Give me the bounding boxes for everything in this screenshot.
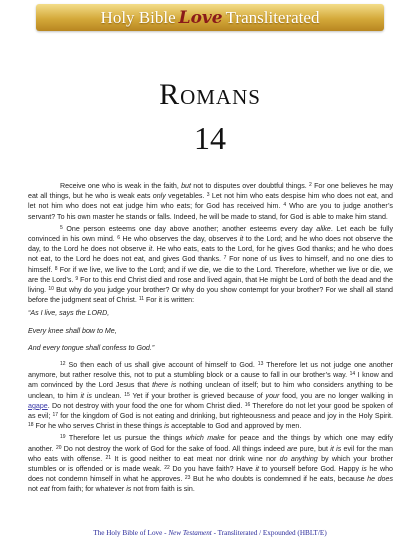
verse-text: . Let each be fully convinced in his own mind. bbox=[28, 224, 394, 244]
italic-text: it bbox=[239, 235, 244, 244]
verse-paragraph bbox=[28, 360, 393, 431]
chapter-number: 14 bbox=[194, 120, 226, 156]
italic-text: do anything bbox=[279, 454, 318, 463]
italic-text: it bbox=[255, 465, 260, 474]
verse-text: For he who serves Christ in these things bbox=[33, 422, 165, 431]
verse-number: 19 bbox=[60, 434, 66, 441]
verse-text: for peace and the things by which one may edify another. bbox=[28, 434, 393, 453]
verse-text: One person esteems one day above another; another esteems every day bbox=[62, 224, 317, 233]
italic-text: are bbox=[287, 444, 298, 453]
quote-line: Every knee shall bow to Me, bbox=[28, 326, 117, 335]
book-title: Romans bbox=[159, 78, 261, 111]
verse-text: Let not him who eats despise him who does not eat, and let not him who does not eat judge him who eats; for God has received him. bbox=[28, 192, 394, 211]
verse-number: 13 bbox=[257, 361, 264, 368]
verse-number: 4 bbox=[283, 202, 287, 209]
verse-text: Do not destroy the work of God for the sake of food. All things indeed bbox=[61, 444, 288, 453]
italic-text: it bbox=[148, 245, 153, 254]
verse-number: 14 bbox=[349, 371, 356, 378]
verse-text: Do you have faith? Have bbox=[169, 465, 256, 474]
italic-text: but bbox=[181, 182, 191, 190]
verse-paragraph bbox=[28, 224, 393, 306]
verse-text: evil for the man who eats with offense. bbox=[28, 444, 394, 463]
verse-text: . He who eats, eats to the Lord, for he gives God thanks; and he who does not eat, to the Lord he does not eat, and gives God thanks. bbox=[28, 245, 394, 264]
verse-number: 17 bbox=[52, 412, 59, 419]
verse-text: acceptable to God and approved by men. bbox=[169, 422, 302, 431]
verse-paragraph bbox=[28, 433, 393, 494]
verse-number: 23 bbox=[184, 475, 191, 482]
verse-text: For if we live, we live to the Lord; and if we die, we die to the Lord. Therefore, whether we live or die, we are the Lord’s. bbox=[28, 265, 393, 284]
italic-text: which make bbox=[185, 434, 225, 443]
verse-text: Yet if your brother is grieved because of bbox=[129, 391, 266, 400]
footer-pre: The Holy Bible of Love - bbox=[93, 529, 169, 537]
page-footer bbox=[0, 529, 420, 537]
verse-text: Receive one who is weak in the faith, bbox=[60, 182, 182, 190]
banner-title bbox=[101, 8, 320, 28]
verse-text: nothing unclean of itself; but to him who considers anything to be unclean, to him bbox=[28, 381, 393, 400]
verse-text: Who are you to judge another’s servant? To his own master he stands or falls. Indeed, he will be made to stand, for God is able to make him stand. bbox=[28, 202, 393, 221]
italic-text: it is bbox=[80, 391, 92, 400]
italic-text: it is bbox=[330, 444, 342, 453]
verse-text: For none of us lives to himself, and no one dies to himself. bbox=[28, 255, 393, 274]
italic-text: only bbox=[152, 192, 166, 201]
verse-text: pure, but bbox=[297, 444, 331, 453]
chapter-text bbox=[28, 181, 393, 497]
italic-text: is bbox=[164, 422, 170, 431]
quote-line: And every tongue shall confess to God.” bbox=[28, 343, 155, 352]
verse-number: 15 bbox=[124, 391, 130, 398]
verse-number: 21 bbox=[105, 454, 112, 461]
italic-text: he does bbox=[367, 475, 393, 484]
verse-number: 11 bbox=[138, 296, 145, 303]
verse-text: It is good neither to eat meat nor drink wine nor bbox=[111, 454, 280, 463]
verse-text: he who does not condemn himself in what he approves. bbox=[28, 465, 393, 484]
banner-title-post: Transliterated bbox=[225, 7, 320, 27]
verse-number: 6 bbox=[117, 235, 121, 242]
italic-text: alike bbox=[316, 224, 331, 233]
italic-text: is bbox=[126, 485, 132, 494]
italic-text: eat bbox=[39, 485, 50, 494]
verse-text: for the kingdom of God is not eating and drinking, but righteousness and peace and joy in the Holy Spirit. bbox=[58, 412, 393, 421]
verse-text: vegetables. bbox=[165, 192, 207, 201]
verse-text: But why do you judge your brother? Or why do you show contempt for your brother? For we shall all stand before the judgment seat of Christ. bbox=[28, 286, 393, 305]
verse-number: 7 bbox=[223, 255, 227, 262]
verse-text: to yourself before God. Happy bbox=[259, 465, 362, 474]
verse-text: For it is written: bbox=[144, 296, 195, 305]
verse-number: 2 bbox=[309, 182, 312, 188]
footer-italic: New Testament bbox=[168, 529, 212, 537]
verse-number: 9 bbox=[75, 275, 79, 282]
verse-text: I know and am convinced by the Lord Jesus that bbox=[28, 371, 394, 390]
verse-number: 10 bbox=[48, 286, 54, 293]
verse-text: not from faith is sin. bbox=[131, 485, 195, 494]
banner-title-pre: Holy Bible bbox=[100, 7, 176, 27]
verse-number: 8 bbox=[54, 265, 58, 272]
verse-text: Therefore let us pursue the things bbox=[65, 434, 186, 443]
verse-text: food, you are no longer walking in bbox=[279, 391, 393, 400]
verse-number: 3 bbox=[206, 192, 210, 199]
verse-text: He who observes the day, observes bbox=[120, 235, 240, 244]
title-banner bbox=[36, 4, 384, 31]
quote-line: “As I live, says the LORD, bbox=[28, 309, 110, 318]
agape-link[interactable]: agape bbox=[28, 401, 48, 410]
verse-number: 12 bbox=[60, 361, 66, 368]
italic-text: there is bbox=[152, 381, 177, 390]
verse-number: 18 bbox=[28, 422, 34, 429]
verse-text: Therefore do not let your good be spoken of as evil; bbox=[28, 401, 394, 421]
verse-text: by which your brother stumbles or is offended or is made weak. bbox=[28, 454, 393, 474]
verse-text: to the Lord; and he who does not observe the day, to the Lord he does not observe bbox=[28, 235, 393, 254]
verse-text: So then each of us shall give account of himself to God. bbox=[65, 361, 258, 370]
banner-title-love: Love bbox=[178, 7, 223, 28]
italic-text: is bbox=[361, 465, 367, 474]
scripture-quote bbox=[28, 308, 393, 353]
footer-post: - Transliterated / Expounded (HBLT/E) bbox=[211, 529, 327, 537]
verse-text: For to this end Christ died and rose and lived again, that He might be Lord of both the dead and the living. bbox=[28, 275, 393, 295]
verse-text: unclean. bbox=[91, 391, 125, 400]
verse-paragraph bbox=[28, 181, 393, 222]
verse-number: 22 bbox=[164, 465, 170, 472]
verse-text: . Do not destroy with your food the one for whom Christ died. bbox=[47, 401, 245, 410]
verse-text: But he who doubts is condemned if he eats, because bbox=[190, 475, 368, 484]
verse-number: 16 bbox=[244, 401, 251, 408]
verse-number: 20 bbox=[55, 444, 62, 451]
verse-number: 5 bbox=[60, 224, 63, 231]
italic-text: your bbox=[265, 391, 280, 400]
verse-text: For one believes he may eat all things, but he who is weak eats bbox=[28, 182, 393, 201]
verse-text: from faith; for whatever bbox=[49, 485, 127, 494]
verse-text: not to disputes over doubtful things. bbox=[190, 182, 310, 190]
verse-text: not bbox=[28, 485, 40, 494]
verse-text: Therefore let us not judge one another anymore, but rather resolve this, not to put a stumbling block or a cause to fall in our brother’s way. bbox=[28, 361, 393, 380]
